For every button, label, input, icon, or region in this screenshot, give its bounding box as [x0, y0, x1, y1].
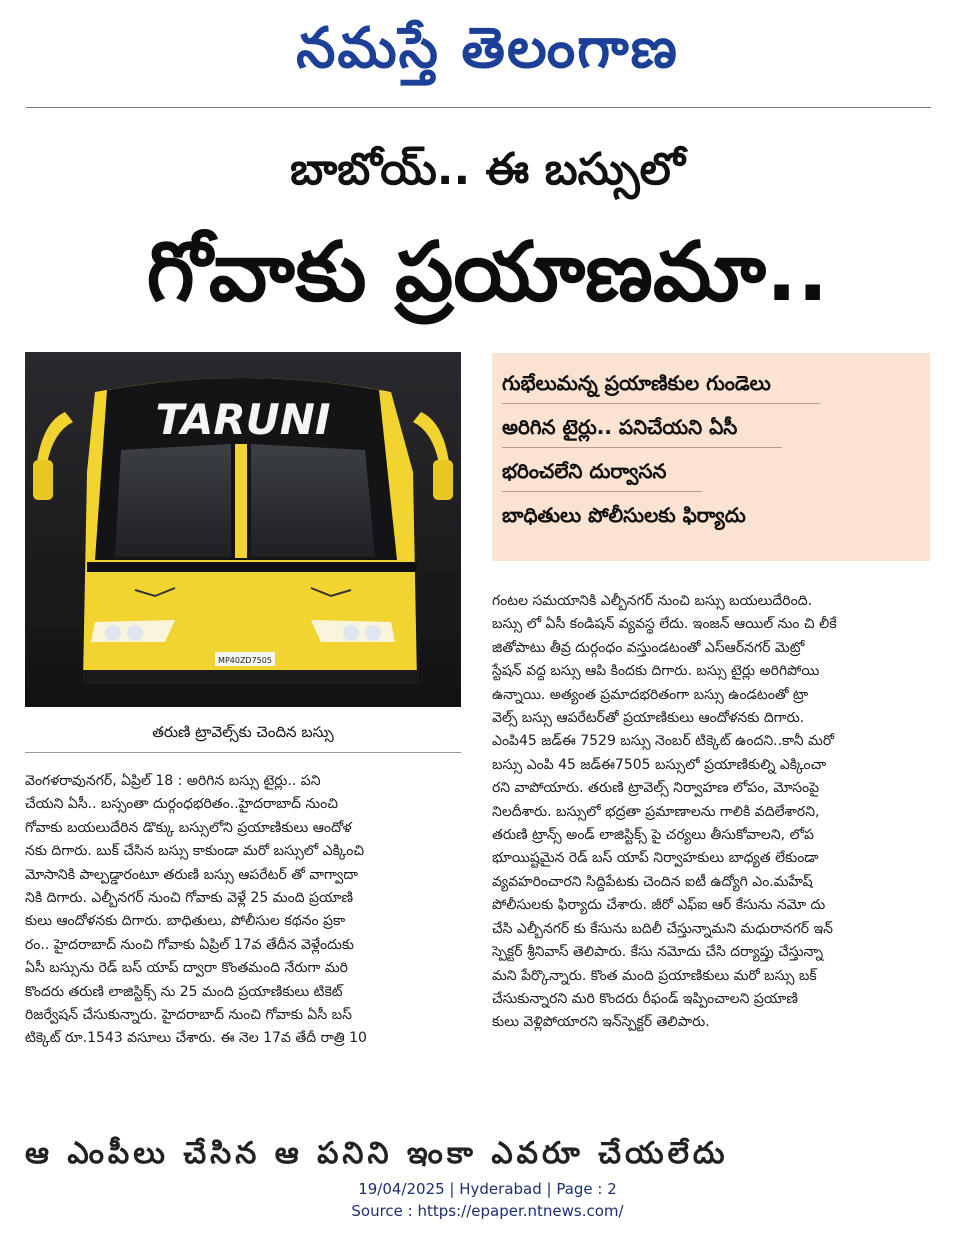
article-line: స్టేషన్ వద్ద బస్సు ఆపి కిందకు దిగారు. బస్సు టైర్లు అరిగిపోయి: [492, 663, 820, 680]
highlight-item: గుభేలుమన్న ప్రయాణికుల గుండెలు: [502, 371, 771, 395]
article-line: చేసి ఎల్బీనగర్ కు కేసును బదిలీ చేస్తున్నామని మధురానగర్ ఇన్: [492, 920, 833, 937]
article-line: రిజర్వేషన్ చేసుకున్నారు. హైదరాబాద్ నుంచి గోవాకు ఏసీ బస్: [25, 1007, 352, 1024]
article-line: కొందరు తరుణి లాజిస్టిక్స్ ను 25 మంది ప్రయాణికులు టికెట్: [25, 983, 343, 1000]
article-line: నికి దిగారు. ఎల్బీనగర్ నుంచి గోవాకు వెళ్లే 25 మంది ప్రయాణి: [25, 890, 354, 907]
photo-caption: తరుణి ట్రావెల్స్‌కు చెందిన బస్సు: [152, 723, 334, 741]
article-body-right: [492, 590, 932, 1035]
article-line: బస్సు ఎంపి 45 జడ్‌ఈ7505 బస్సులో ప్రయాణికుల్ని ఎక్కించా: [492, 756, 827, 773]
article-line: స్పెక్టర్ శ్రీనివాస్ తెలిపారు. కేసు నమోదు చేసి దర్యాప్తు చేస్తున్నా: [492, 944, 824, 961]
masthead-logo: నమస్తే తెలంగాణ: [296, 15, 679, 81]
article-line: వెల్స్ బస్సు ఆపరేటర్‌తో ప్రయాణికులు ఆందోళనకు దిగారు.: [492, 710, 805, 727]
highlight-item: భరించలేని దుర్వాసన: [502, 459, 667, 483]
article-line: గంటల సమయానికి ఎల్బీనగర్ నుంచి బస్సు బయలుదేరింది.: [492, 593, 813, 609]
article-line: పోలీసులకు ఫిర్యాదు చేశారు. జీరో ఎఫ్ఐ ఆర్ కేసును నమో దు: [492, 897, 826, 914]
article-line: గోవాకు బయలుదేరిన డొక్కు బస్సులోని ప్రయాణికులు ఆందోళ: [25, 819, 352, 836]
article-line: భూయిష్టమైన రెడ్ బస్ యాప్ నిర్వాహకులు బాధ్యత లేకుండా: [492, 850, 819, 867]
article-line: ఏసీ బస్సును రెడ్ బస్ యాప్ ద్వారా కొంతమంది నేరుగా మరి: [25, 960, 348, 977]
article-line: నకు దిగారు. బుక్ చేసిన బస్సు కాకుండా మరో బస్సులో ఎక్కించి: [25, 843, 365, 860]
article-line: చేసుకున్నారని మరి కొందరు రీఫండ్ ఇప్పించాలని ప్రయాణి: [492, 990, 798, 1007]
article-line: నిలదీశారు. బస్సులో భద్రతా ప్రమాణాలను గాలికి వదిలేశారని,: [492, 803, 820, 820]
highlight-item: బాధితులు పోలీసులకు ఫిర్యాదు: [502, 503, 746, 527]
highlight-divider: [502, 403, 820, 404]
bus-photo: [25, 352, 461, 707]
bus-plate-text: MP40ZD7505: [218, 656, 272, 665]
article-line: ఎంపి45 జడ్‌ఈ 7529 బస్సు నెంబర్ టిక్కెట్ ఉందని..కానీ మరో: [492, 733, 835, 750]
highlight-item: అరిగిన టైర్లు.. పనిచేయని ఏసీ: [502, 415, 738, 439]
cutoff-text: ఆ ఎంపీలు చేసిన ఆ పనిని ఇంకా ఎవరూ చేయలేదు: [25, 1136, 729, 1171]
bus-name-text: TARUNI: [155, 395, 331, 444]
footer-date-line: 19/04/2025 | Hyderabad | Page : 2: [358, 1180, 617, 1198]
masthead-divider: [26, 107, 931, 108]
article-line: తరుణి ట్రాన్స్ అండ్ లాజిస్టిక్స్ పై చర్యలు తీసుకోవాలని, లోప: [492, 827, 814, 844]
article-line: కులు ఆందోళనకు దిగారు. బాధితులు, పోలీసుల కథనం ప్రకా: [25, 913, 346, 930]
footer-source-line: Source : https://epaper.ntnews.com/: [351, 1202, 624, 1220]
highlights-box: [492, 353, 930, 561]
article-line: వ్యవహరించారని సిద్దిపేటకు చెందిన ఐటీ ఉద్యోగి ఎం.మహేష్: [492, 873, 813, 890]
highlight-divider: [502, 491, 702, 492]
article-line: రని వాపోయారు. తరుణి ట్రావెల్స్ నిర్వాహణ లోపం, మోసంపై: [492, 780, 820, 797]
next-article-headline-cutoff: [25, 1136, 930, 1171]
article-kicker: బాబోయ్.. ఈ బస్సులో: [290, 144, 685, 195]
caption-divider: [25, 752, 461, 753]
article-headline: గోవాకు ప్రయాణమా..: [146, 225, 829, 320]
article-line: కులు వెళ్లిపోయారని ఇన్‌స్పెక్టర్ తెలిపారు.: [492, 1014, 710, 1031]
article-line: బస్సు లో ఏసీ కండిషన్ వ్యవస్థ లేదు. ఇంజన్ ఆయిల్ నుం చి లీకే: [492, 616, 837, 633]
article-line: ఉన్నాయి. అత్యంత ప్రమాదభరితంగా బస్సు ఉండటంతో ట్రా: [492, 686, 809, 703]
article-line: టిక్కెట్ రూ.1543 వసూలు చేశారు. ఈ నెల 17వ తేదీ రాత్రి 10: [25, 1030, 367, 1047]
article-line: చేయని ఏసీ.. బస్సంతా దుర్గంధభరితం..హైదరాబాద్ నుంచి: [25, 796, 338, 813]
article-body-left: [25, 770, 465, 1051]
article-line: వెంగళరావునగర్, ఏప్రిల్ 18 : అరిగిన బస్సు టైర్లు.. పని: [25, 773, 321, 789]
highlight-divider: [502, 447, 782, 448]
article-line: మోసానికి పాల్పడ్డారంటూ తరుణి బస్సు ఆపరేటర్ తో వాగ్వాదా: [25, 866, 358, 883]
article-line: రం.. హైదరాబాద్ నుంచి గోవాకు ఏప్రిల్ 17వ తేదీన వెళ్లేందుకు: [25, 936, 354, 953]
article-line: జితోపాటు తీవ్ర దుర్గంధం వస్తుండటంతో ఎస్ఆర్‌నగర్ మెట్రో: [492, 639, 805, 656]
article-line: మని పేర్కొన్నారు. కొంత మంది ప్రయాణికులు మరో బస్సు బక్: [492, 967, 817, 984]
